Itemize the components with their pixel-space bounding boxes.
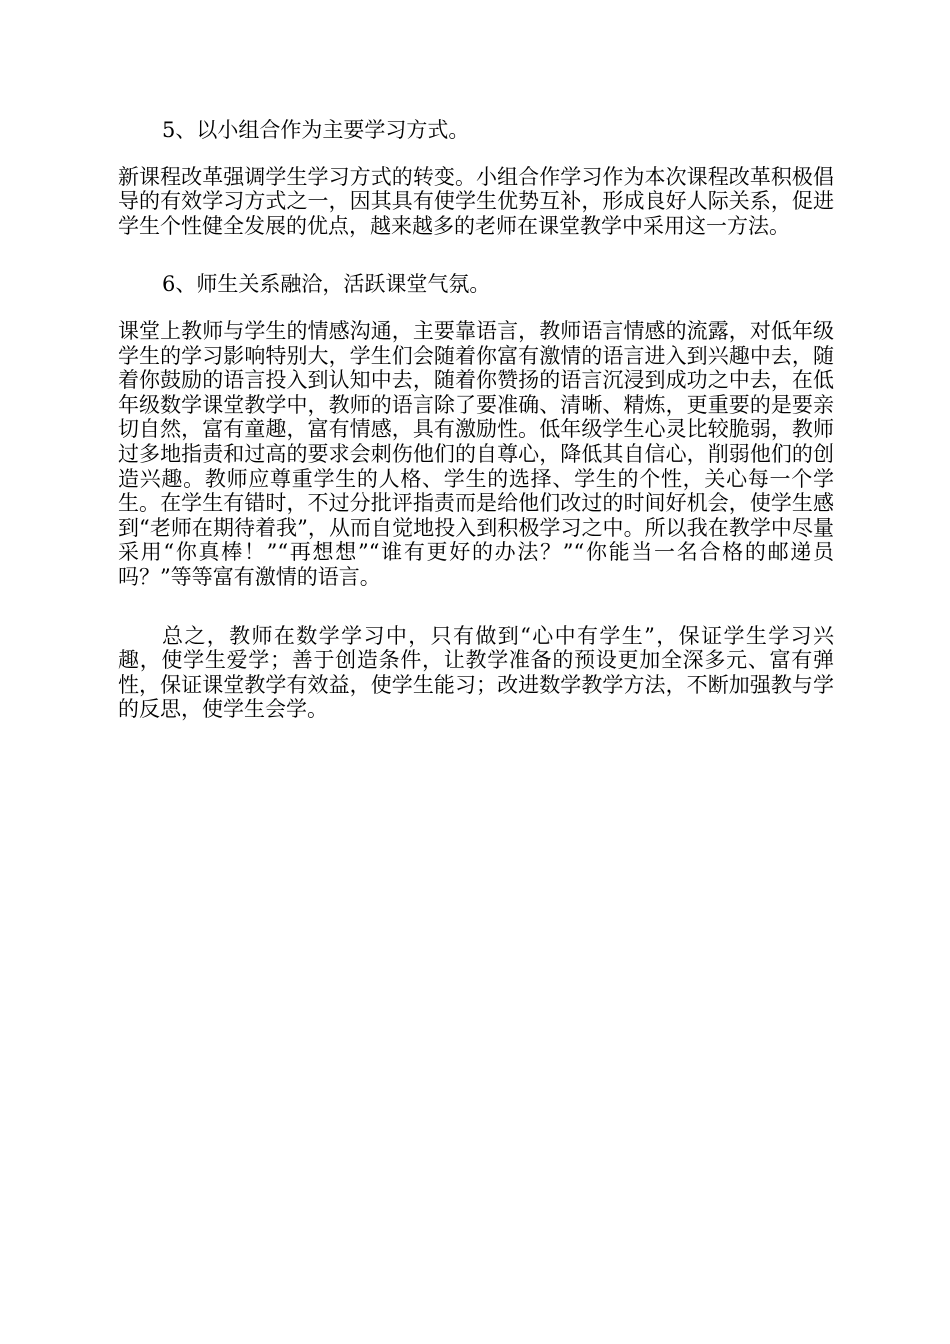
document-body: [118, 118, 834, 722]
section-paragraph-6: 课堂上教师与学生的情感沟通，主要靠语言，教师语言情感的流露，对低年级学生的学习影响特别大，学生们会随着你富有激情的语言进入到兴趣中去，随着你鼓励的语言投入到认知中去，随着你赞扬的语言沉浸到成功之中去，在低年级数学课堂教学中，教师的语言除了要准确、清晰、精炼，更重要的是要亲切自然，富有童趣，富有情感，具有激励性。低年级学生心灵比较脆弱，教师过多地指责和过高的要求会刺伤他们的自尊心，降低其自信心，削弱他们的创造兴趣。教师应尊重学生的人格、学生的选择、学生的个性，关心每一个学生。在学生有错时，不过分批评指责而是给他们改过的时间好机会，使学生感到“老师在期待着我”，从而自觉地投入到积极学习之中。所以我在教学中尽量采用“你真棒！”“再想想”“谁有更好的办法？”“你能当一名合格的邮递员吗？”等等富有激情的语言。: [118, 318, 834, 589]
section-heading-5: 5、以小组合作为主要学习方式。: [162, 118, 470, 142]
section-heading-6: 6、师生关系融洽，活跃课堂气氛。: [162, 272, 491, 297]
conclusion-paragraph: 总之，教师在数学学习中，只有做到“心中有学生”，保证学生学习兴趣，使学生爱学；善于创造条件，让教学准备的预设更加全深多元、富有弹性，保证课堂教学有效益，使学生能习；改进数学教学方法，不断加强教与学的反思，使学生会学。: [118, 623, 834, 722]
section-paragraph-5: 新课程改革强调学生学习方式的转变。小组合作学习作为本次课程改革积极倡导的有效学习方式之一，因其具有使学生优势互补，形成良好人际关系，促进学生个性健全发展的优点，越来越多的老师在课堂教学中采用这一方法。: [118, 164, 834, 238]
